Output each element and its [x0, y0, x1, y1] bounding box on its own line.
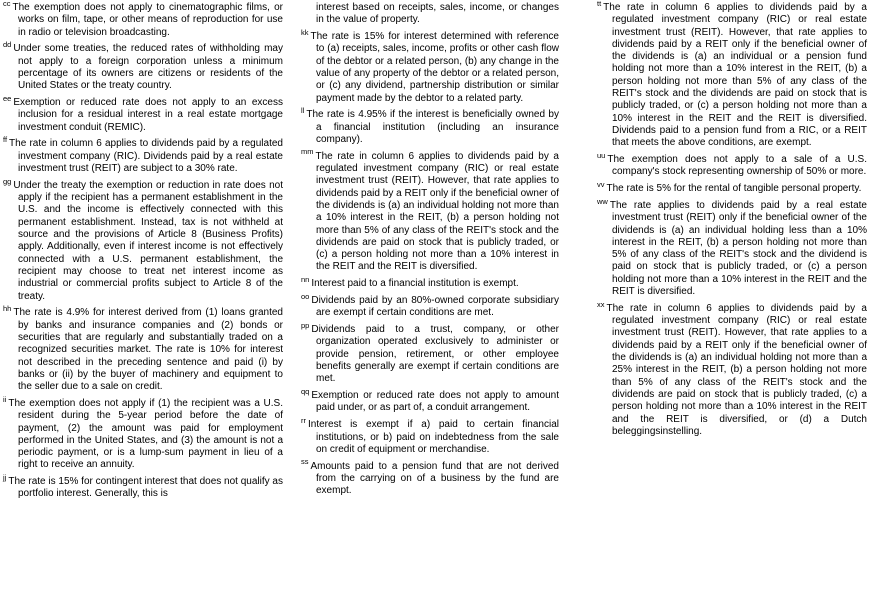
footnote-gg: [3, 176, 283, 303]
footnote-text-kk: The rate is 15% for interest determined with reference to (a) receipts, sales, income, profits or other cash flow of the debtor or a related person, (b) any change in the value of any property of the debtor or a related person, or (c) any dividend, partnership distribution or similar payment made by the debtor to a related party.: [310, 31, 559, 104]
footnote-rr: [301, 415, 559, 456]
footnote-uu: [597, 150, 867, 179]
footnote-marker-mm: mm: [301, 147, 314, 157]
footnote-marker-gg: gg: [3, 176, 12, 186]
footnote-ww: [597, 196, 867, 298]
footnote-marker-ff: ff: [3, 135, 8, 145]
footnote-text-ww: The rate applies to dividends paid by a real estate investment trust (REIT) only if the beneficial owner of the dividends is (a) an individual holding less than a 10% interest in the REIT, (b) a person holding not more than 5% of any class of the REIT's stock and the dividend is paid on stock that is publicly traded, or (c) a person holding not more than a 10% interest in the REIT and the REIT is diversified.: [609, 199, 867, 298]
footnote-marker-vv: vv: [597, 179, 605, 189]
footnote-text-jj-continuation: interest based on receipts, sales, income, or changes in the value of property.: [316, 2, 559, 26]
footnote-text-dd: Under some treaties, the reduced rates of withholding may not apply to a foreign corporation unless a minimum percentage of its owners are citizens or residents of the United States or the treaty country.: [13, 43, 283, 92]
footnote-marker-oo: oo: [301, 291, 310, 301]
footnote-text-ii: The exemption does not apply if (1) the recipient was a U.S. resident during the 5-year period before the date of payment, (2) the amount was paid for employment performed in the United States, and (3) the amount is not a periodic payment, or is a lump-sum payment in lieu of a right to receive an annuity.: [8, 397, 283, 471]
footnote-marker-nn: nn: [301, 274, 310, 284]
footnote-nn: [301, 274, 559, 290]
footnote-marker-hh: hh: [3, 304, 12, 313]
footnote-oo: [301, 291, 559, 320]
footnote-text-cc: The exemption does not apply to cinematographic films, or works on film, tape, or other means of reproduction for use in radio or television broadcasting.: [12, 2, 283, 38]
footnote-text-qq: Exemption or reduced rate does not apply to amount paid under, or as part of, a conduit arrangement.: [311, 390, 559, 414]
footnote-marker-ww: ww: [597, 196, 608, 206]
footnote-text-rr: Interest is exempt if a) paid to certain financial institutions, or b) paid on indebtedness from the sale on credit of equipment or merchandise.: [308, 419, 559, 455]
footnote-ff: [3, 135, 283, 175]
footnote-marker-qq: qq: [301, 386, 310, 396]
footnote-ll: [301, 106, 559, 146]
footnote-marker-ee: ee: [3, 93, 12, 103]
footnote-tt: [597, 2, 867, 150]
footnote-jj-continuation: [301, 2, 559, 27]
footnote-ee: [3, 93, 283, 134]
footnote-column-3: [597, 2, 867, 591]
footnote-column-2: [301, 2, 559, 591]
footnote-text-pp: Dividends paid to a trust, company, or other organization operated exclusively to administer or provide pension, retirement, or other employee benefits generally are exempt if certain conditions are met.: [311, 324, 559, 385]
footnote-text-xx: The rate in column 6 applies to dividends paid by a regulated investment company (RIC) or real estate investment trust (REIT). However, that rate applies to a dividends paid by a REIT only if the beneficial owner of the dividends is (a) an individual holding not more than a 25% interest in the REIT, (b) a person holding not more than 5% of any class of the REIT's stock and the dividends are paid on stock that is publicly traded, (c) a person holding not more than a 10% interest in the REIT and the REIT is diversified, or (d) a Dutch beleggingsinstelling.: [606, 302, 867, 437]
footnote-mm: [301, 147, 559, 274]
footnote-text-jj: The rate is 15% for contingent interest that does not qualify as portfolio interest. Generally, this is: [8, 476, 283, 500]
footnote-marker-rr: rr: [301, 415, 306, 425]
footnote-text-nn: Interest paid to a financial institution is exempt.: [311, 278, 519, 290]
footnote-text-ee: Exemption or reduced rate does not apply to an excess inclusion for a residual interest in a real estate mortgage investment conduit (REMIC).: [13, 97, 283, 133]
footnote-marker-cc: cc: [3, 0, 11, 8]
footnote-ii: [3, 394, 283, 472]
footnote-cc: [3, 2, 283, 39]
footnote-marker-xx: xx: [597, 299, 605, 309]
footnote-text-ss: Amounts paid to a pension fund that are not derived from the carrying on of a business by the fund are exempt.: [310, 460, 559, 497]
footnote-hh: [3, 304, 283, 393]
footnote-text-ll: The rate is 4.95% if the interest is beneficially owned by a financial institution (including an insurance company).: [306, 109, 559, 145]
footnote-text-ff: The rate in column 6 applies to dividends paid by a regulated investment company (RIC). Dividends paid by a real estate investment trust (REIT) are subject to a 30% rate.: [9, 138, 283, 175]
footnote-jj: [3, 472, 283, 501]
footnote-marker-dd: dd: [3, 40, 12, 50]
footnote-column-1: [3, 2, 283, 591]
footnote-text-vv: The rate is 5% for the rental of tangible personal property.: [606, 183, 862, 195]
footnote-ss: [301, 457, 559, 498]
footnote-text-hh: The rate is 4.9% for interest derived from (1) loans granted by banks and insurance companies and (2) bonds or securities that are regularly and substantially traded on a recognized securities market. The rate is 10% for interest not described in the preceding sentence and paid (i) by banks or (ii) by the buyer of machinery and equipment to the seller due to a sale on credit.: [13, 307, 283, 393]
footnote-text-gg: Under the treaty the exemption or reduction in rate does not apply if the recipient has a permanent establishment in the U.S. and the income is effectively connected with this permanent establishment. Instead, tax is not withheld at source and the provisions of Article 8 (Business Profits) apply. Additionally, even if interest income is not effectively connected with a U.S. permanent establishment, the recipient may choose to treat net interest income as industrial or commercial profits subject to Article 8 of the treaty.: [13, 179, 283, 302]
footnote-text-uu: The exemption does not apply to a sale of a U.S. company's stock representing ownership of 50% or more.: [607, 154, 867, 178]
footnote-text-mm: The rate in column 6 applies to dividends paid by a regulated investment company (RIC) or real estate investment trust (REIT). However, that rate applies to dividends paid by a REIT only if the beneficial owner of the dividends is (a) an individual holding not more than a 10% interest in the REIT, (b) a person holding not more than 5% of any class of the REIT's stock and the dividends are paid on stock that is publicly traded, or (c) a person holding not more than a 10% interest in the REIT and the REIT is diversified.: [315, 150, 559, 273]
footnote-marker-kk: kk: [301, 27, 309, 37]
footnote-kk: [301, 27, 559, 105]
footnote-vv: [597, 179, 867, 195]
footnote-text-oo: Dividends paid by an 80%-owned corporate subsidiary are exempt if certain conditions are met.: [311, 295, 559, 319]
footnote-marker-ll: ll: [301, 106, 305, 116]
footnote-marker-ss: ss: [301, 457, 309, 467]
footnote-marker-uu: uu: [597, 150, 606, 160]
footnote-pp: [301, 320, 559, 385]
footnote-xx: [597, 299, 867, 438]
footnote-marker-ii: ii: [3, 394, 7, 404]
footnote-marker-tt: tt: [597, 0, 602, 8]
footnote-qq: [301, 386, 559, 415]
footnote-dd: [3, 40, 283, 92]
footnote-text-tt: The rate in column 6 applies to dividends paid by a regulated investment company (RIC) or real estate investment trust (REIT). However, that rate applies to dividends paid by a REIT only if the beneficial owner of the dividends is (a) an individual or a pension fund holding not more than a 10% interest in the REIT, (b) a person holding not more than 5% of any class of the REIT's stock and the dividends are paid on stock that is publicly traded, or (c) a person holding not more than a 10% interest in the REIT and the REIT is diversified. Dividends paid to a pension fund from a RIC, or a REIT that meets the above conditions, are exempt.: [603, 2, 867, 149]
footnote-marker-jj: jj: [3, 472, 7, 482]
footnote-marker-pp: pp: [301, 320, 310, 330]
